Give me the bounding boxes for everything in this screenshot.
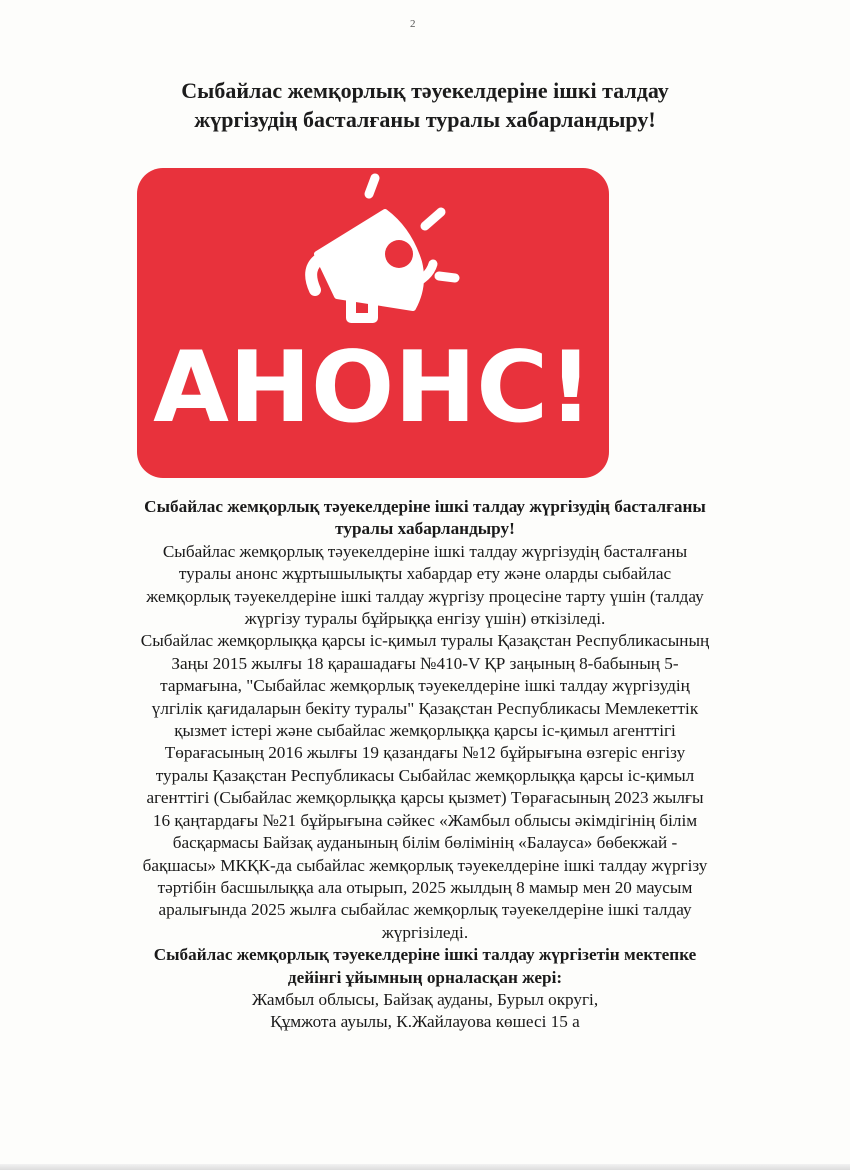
text-line: Сыбайлас жемқорлық тәуекелдеріне ішкі талдау жүргізетін мектепке [153,945,697,965]
location-heading [80,944,770,989]
page-title-line-2: жүргізудің басталғаны туралы хабарландыру! [194,107,656,132]
text-line: Заңы 2015 жылғы 18 қарашадағы №410-V ҚР заңының 8-бабының 5- [171,653,679,673]
text-line: туралы Қазақстан Республикасы Сыбайлас жемқорлыққа қарсы іс-қимыл [155,765,695,785]
text-line: тармағына, "Сыбайлас жемқорлық тәуекелдеріне ішкі талдау жүргізудің [160,676,690,696]
paragraph-intro [80,541,770,631]
text-line: агенттігі (Сыбайлас жемқорлыққа қарсы қызмет) Төрағасының 2023 жылғы [146,788,704,808]
text-line: туралы анонс жұртышылықты хабардар ету және оларды сыбайлас [178,564,672,584]
page-title [0,76,850,134]
text-line: жүргізу туралы бұйрыққа енгізу үшін) өткізіледі. [244,609,606,629]
text-line: дейінгі ұйымның орналасқан жері: [287,967,563,987]
banner-word: АНОНС! [153,331,593,445]
text-line: бақшасы» МКҚК-да сыбайлас жемқорлық тәуекелдеріне ішкі талдау жүргізу [142,855,708,875]
page-mark: 2 [410,18,416,30]
text-line: 16 қаңтардағы №21 бұйрығына сәйкес «Жамбыл облысы әкімдігінің білім [152,810,698,830]
section-heading [80,496,770,541]
address-line: Құмжота ауылы, К.Жайлауова көшесі 15 а [270,1012,580,1032]
paragraph-legal-basis [80,630,770,944]
text-line: аралығында 2025 жылға сыбайлас жемқорлық тәуекелдеріне ішкі талдау [158,900,692,920]
section-heading-line-1: Сыбайлас жемқорлық тәуекелдеріне ішкі талдау жүргізудің басталғаны [144,497,706,516]
text-line: Сыбайлас жемқорлыққа қарсы іс-қимыл туралы Қазақстан Республикасының [140,631,710,651]
text-line: Сыбайлас жемқорлық тәуекелдеріне ішкі талдау жүргізудің басталғаны [162,541,688,561]
address [80,989,770,1034]
announcement-body [80,496,770,1034]
text-line: үлгілік қағидаларын бекіту туралы" Қазақстан Республикасы Мемлекеттік [151,698,699,718]
text-line: тәртібін басшылыққа ала отырып, 2025 жылдың 8 мамыр мен 20 маусым [157,877,693,897]
section-heading-line-2: туралы хабарландыру! [335,519,515,539]
scan-edge [0,1164,850,1170]
page-title-line-1: Сыбайлас жемқорлық тәуекелдеріне ішкі талдау [181,78,669,103]
text-line: Төрағасының 2016 жылғы 19 қазандағы №12 бұйрығына өзгеріс енгізу [164,743,686,763]
text-line: қызмет істері және сыбайлас жемқорлыққа қарсы іс-қимыл агенттігі [174,721,676,741]
text-line: жемқорлық тәуекелдеріне ішкі талдау жүргізу процесіне тарту үшін (талдау [146,586,704,606]
text-line: басқармасы Байзақ ауданының білім бөлімінің «Балауса» бөбекжай - [172,833,678,853]
text-line: жүргізіледі. [381,922,469,942]
address-line: Жамбыл облысы, Байзақ ауданы, Бурыл округі, [251,989,599,1009]
